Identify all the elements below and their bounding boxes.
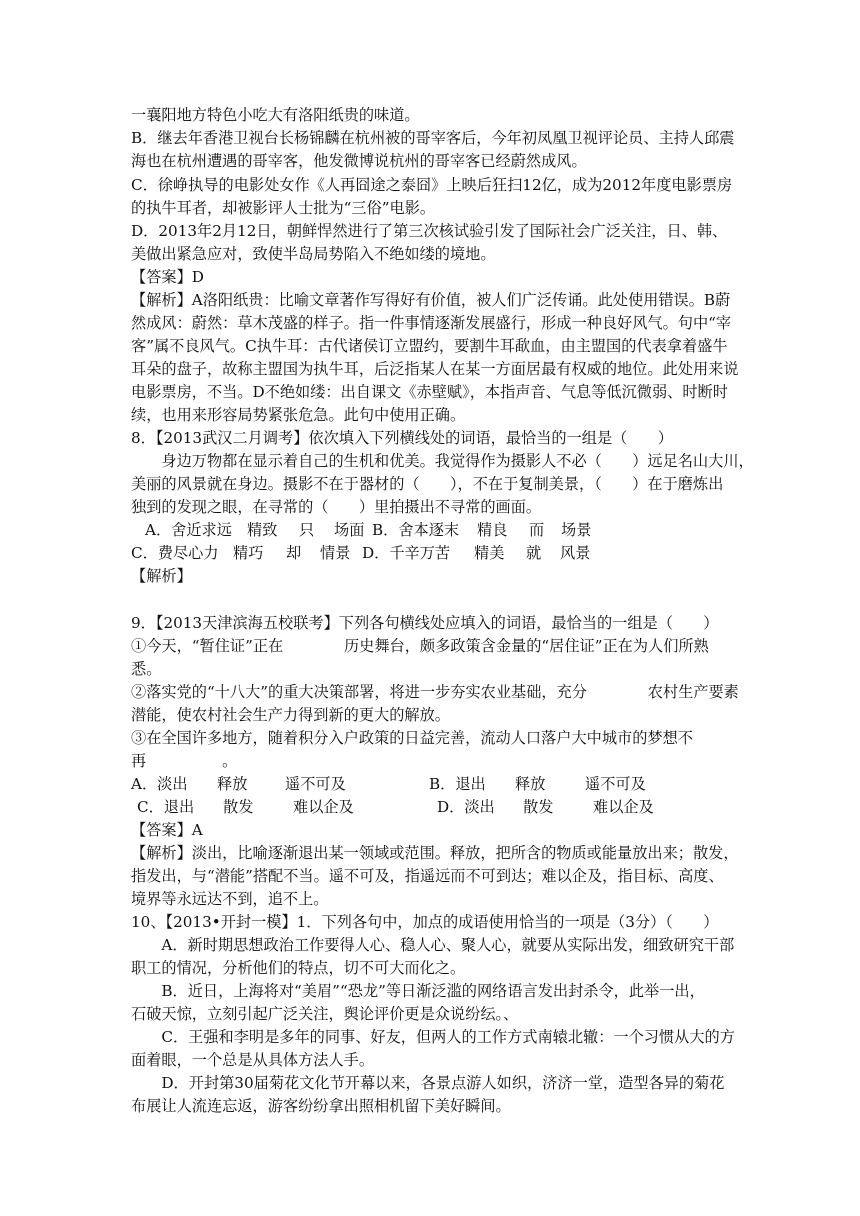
q9-option-a-word3: 遥不可及	[285, 775, 346, 793]
text-line: 耳朵的盘子，故称主盟国为执牛耳，后泛指某人在某一方面居最有权威的地位。此处用来说	[131, 360, 739, 378]
q8-option-d-word2: 精美	[474, 544, 505, 562]
q9-option-c-word1: C．退出	[137, 798, 195, 816]
text-line: 身边万物都在显示着自己的生机和优美。我觉得作为摄影人不必（ ）远足名山大川，	[131, 452, 754, 470]
q8-option-c-word1: C．费尽心力	[131, 544, 219, 562]
text-line: 再 。	[131, 752, 238, 770]
q8-option-d-word4: 风景	[560, 544, 591, 562]
text-line: 境界等永远达不到，追不上。	[131, 890, 329, 908]
q8-option-c-word4: 情景	[320, 544, 351, 562]
q8-option-b-word3: 而	[529, 521, 545, 539]
text-line: 潜能，使农村社会生产力得到新的更大的解放。	[131, 706, 450, 724]
q9-option-a-word1: A．淡出	[131, 775, 188, 793]
q8-options-row-1	[145, 519, 745, 542]
text-line: 职工的情况，分析他们的特点，切不可大而化之。	[131, 959, 466, 977]
q9-option-c-word3: 难以企及	[293, 798, 354, 816]
text-line: 布展让人流连忘返，游客纷纷拿出照相机留下美好瞬间。	[131, 1097, 511, 1115]
q8-option-a-word1: A．舍近求远	[145, 521, 232, 539]
question-9-title: 9．【2013天津滨海五校联考】下列各句横线处应填入的词语，最恰当的一组是（ ）	[131, 614, 719, 632]
text-line: 电影票房，不当。D不绝如缕：出自课文《赤壁赋》，本指声音、气息等低沉微弱、时断时	[131, 383, 728, 401]
option-a-line: A．新时期思想政治工作要得人心、稳人心、聚人心，就要从实际出发，细致研究干部	[131, 936, 735, 954]
answer-line: 【答案】D	[131, 268, 204, 286]
option-b-line: B．近日，上海将对“美眉”“恐龙”等日渐泛滥的网络语言发出封杀令，此举一出，	[131, 982, 705, 1000]
text-line: 指发出，与“潜能”搭配不当。遥不可及，指遥远而不可到达；难以企及，指目标、高度、	[131, 867, 724, 885]
text-line: 客”属不良风气。C执牛耳：古代诸侯订立盟约，要割牛耳歃血，由主盟国的代表拿着盛牛	[131, 337, 728, 355]
q8-option-d-word1: D．千辛万苦	[362, 544, 451, 562]
text-line: 一襄阳地方特色小吃大有洛阳纸贵的味道。	[131, 106, 420, 124]
q8-options-row-2	[131, 542, 731, 565]
option-b-line: B．继去年香港卫视台长杨锦麟在杭州被的哥宰客后，今年初凤凰卫视评论员、主持人邱震	[131, 129, 735, 147]
text-line: ③在全国许多地方，随着积分入户政策的日益完善，流动人口落户大中城市的梦想不	[131, 729, 693, 747]
q8-option-c-word3: 却	[286, 544, 302, 562]
q8-option-a-word3: 只	[299, 521, 315, 539]
option-c-line: C．徐峥执导的电影处女作《人再囧途之泰囧》上映后狂扫12亿，成为2012年度电影票房	[131, 176, 733, 194]
text-line: ①今天，“暂住证”正在 历史舞台，颇多政策含金量的“居住证”正在为人们所熟	[131, 637, 709, 655]
text-line: 悉。	[131, 660, 162, 678]
q9-option-b-word1: B．退出	[429, 775, 486, 793]
question-10-title: 10、【2013•开封一模】1．下列各句中，加点的成语使用恰当的一项是（3分）（ ）	[131, 913, 719, 931]
q8-option-a-word2: 精致	[247, 521, 278, 539]
text-line: 面着眼，一个总是从具体方法人手。	[131, 1051, 374, 1069]
option-d-line: D．2013年2月12日，朝鲜悍然进行了第三次核试验引发了国际社会广泛关注，日、韩、	[131, 222, 728, 240]
q9-option-c-word2: 散发	[223, 798, 254, 816]
q9-options-row-2	[137, 796, 737, 819]
analysis-line: 【解析】A洛阳纸贵：比喻文章著作写得好有价值，被人们广泛传诵。此处使用错误。B蔚	[131, 291, 731, 309]
option-d-line: D．开封第30届菊花文化节开幕以来，各景点游人如织，济济一堂，造型各异的菊花	[131, 1074, 725, 1092]
q8-option-c-word2: 精巧	[233, 544, 264, 562]
answer-line: 【答案】A	[131, 821, 203, 839]
text-line: 海也在杭州遭遇的哥宰客，他发微博说杭州的哥宰客已经蔚然成风。	[131, 152, 587, 170]
q9-option-b-word3: 遥不可及	[585, 775, 646, 793]
text-line: ②落实党的“十八大”的重大决策部署，将进一步夯实农业基础，充分 农村生产要素	[131, 683, 739, 701]
q9-option-d-word1: D．淡出	[437, 798, 495, 816]
q8-option-d-word3: 就	[526, 544, 542, 562]
q8-option-a-word4: 场面	[334, 521, 365, 539]
q8-option-b-word1: B．舍本逐末	[372, 521, 460, 539]
analysis-line: 【解析】淡出，比喻逐渐退出某一领域或范围。释放，把所含的物质或能量放出来；散发，	[131, 844, 739, 862]
text-line: 美做出紧急应对，致使半岛局势陷入不绝如缕的境地。	[131, 245, 496, 263]
text-line: 续，也用来形容局势紧张危急。此句中使用正确。	[131, 406, 466, 424]
q9-option-b-word2: 释放	[515, 775, 546, 793]
text-line: 的执牛耳者，却被影评人士批为“三俗”电影。	[131, 199, 436, 217]
analysis-label: 【解析】	[131, 567, 192, 585]
option-c-line: C．王强和李明是多年的同事、好友，但两人的工作方式南辕北辙：一个习惯从大的方	[131, 1028, 735, 1046]
q9-option-d-word3: 难以企及	[593, 798, 654, 816]
q9-options-row-1	[131, 773, 731, 796]
q9-option-d-word2: 散发	[523, 798, 554, 816]
question-8-title: 8．【2013武汉二月调考】依次填入下列横线处的词语，最恰当的一组是（ ）	[131, 429, 673, 447]
q8-option-b-word4: 场景	[561, 521, 592, 539]
text-line: 美丽的风景就在身边。摄影不在于器材的（ ），不在于复制美景，（ ）在于磨炼出	[131, 475, 724, 493]
text-line: 独到的发现之眼，在寻常的（ ）里拍摄出不寻常的画面。	[131, 498, 542, 516]
q9-option-a-word2: 释放	[217, 775, 248, 793]
text-line: 然成风：蔚然：草木茂盛的样子。指一件事情逐渐发展盛行，形成一种良好风气。句中“宰	[131, 314, 732, 332]
q8-option-b-word2: 精良	[477, 521, 508, 539]
text-line: 石破天惊，立刻引起广泛关注，舆论评价更是众说纷纭。、	[131, 1005, 519, 1023]
